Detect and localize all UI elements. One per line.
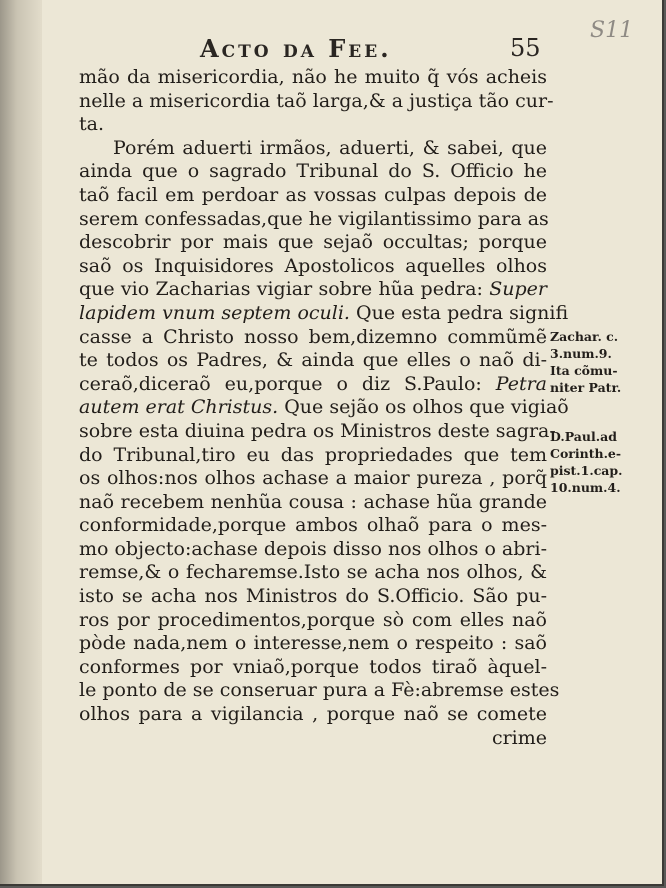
- marginal-line: Zachar. c.: [550, 329, 619, 344]
- text-line: [79, 396, 569, 420]
- text-line: [79, 301, 569, 326]
- marginal-note-zacharias: [550, 328, 662, 396]
- text-line: ta.: [79, 113, 105, 136]
- text-line: [79, 278, 547, 302]
- text-line: conformidade,porque ambos olhaõ para o mes-: [79, 514, 547, 537]
- marginal-line: D.Paul.ad: [550, 429, 617, 444]
- text-line: olhos para a vigilancia , porque naõ se comete: [79, 703, 547, 726]
- marginal-line: Ita cõmu-: [550, 363, 618, 378]
- text-line: casse a Christo nosso bem,dizemno commũmẽ: [79, 325, 547, 348]
- text-line: isto se acha nos Ministros do S.Officio. São pu-: [79, 585, 547, 608]
- text-line: serem confessadas,que he vigilantissimo para as: [79, 207, 549, 230]
- text-segment: Que sejão os olhos que vigiaõ: [284, 396, 569, 419]
- text-line: ros por procedimentos,porque sò com elles naõ: [79, 608, 547, 631]
- text-segment: ceraõ,diceraõ eu,porque o diz S.Paulo:: [79, 372, 482, 395]
- latin-quote: Super: [489, 278, 547, 301]
- text-line: le ponto de se conseruar pura a Fè:abremse estes: [79, 679, 560, 702]
- text-line: sobre esta diuina pedra os Ministros deste sagra-: [79, 419, 556, 442]
- latin-quote: Petra: [495, 372, 547, 395]
- text-segment: Que esta pedra signifi: [356, 301, 569, 324]
- page-gutter-shadow: [0, 0, 42, 884]
- text-line: naõ recebem nenhũa cousa : achase hũa grande: [79, 490, 547, 513]
- latin-quote: autem erat Christus.: [79, 396, 279, 419]
- running-head: Acto da Fee.: [200, 34, 392, 63]
- text-line: os olhos:nos olhos achase a maior pureza , porq̃: [79, 467, 547, 490]
- text-line: te todos os Padres, & ainda que elles o naõ di-: [79, 349, 547, 372]
- marginal-line: 3.num.9.: [550, 346, 612, 361]
- text-line: nelle a misericordia taõ larga,& a justiça tão cur-: [79, 89, 554, 112]
- marginal-line: niter Patr.: [550, 380, 622, 395]
- text-line: pòde nada,nem o interesse,nem o respeito : saõ: [79, 632, 547, 655]
- text-line: descobrir por mais que sejaõ occultas; porque: [79, 231, 547, 254]
- text-line: conformes por vniaõ,porque todos tiraõ àquel-: [79, 655, 547, 678]
- text-line: taõ facil em perdoar as vossas culpas depois de: [79, 183, 547, 206]
- marginal-line: 10.num.4.: [550, 480, 621, 495]
- latin-quote: lapidem vnum septem oculi.: [79, 301, 350, 324]
- text-line: do Tribunal,tiro eu das propriedades que tem: [79, 443, 547, 466]
- text-segment: que vio Zacharias vigiar sobre hũa pedra:: [79, 278, 483, 301]
- text-line: remse,& o fecharemse.Isto se acha nos olhos, &: [79, 561, 547, 584]
- text-line: [79, 373, 547, 397]
- marginal-note-paul: [550, 428, 662, 496]
- pencil-annotation: S11: [590, 18, 634, 43]
- text-line: mão da misericordia, não he muito q̃ vós acheis: [79, 66, 547, 88]
- marginal-line: Corinth.e-: [550, 446, 622, 461]
- text-line: mo objecto:achase depois disso nos olhos o abri-: [79, 537, 548, 560]
- page-number: 55: [510, 34, 541, 62]
- marginal-line: pist.1.cap.: [550, 463, 623, 478]
- text-line: ainda que o sagrado Tribunal do S. Officio he: [79, 160, 547, 183]
- text-line: Porém aduerti irmãos, aduerti, & sabei, que: [113, 136, 547, 159]
- text-line: saõ os Inquisidores Apostolicos aquelles olhos: [79, 254, 547, 277]
- body-text: [79, 66, 569, 750]
- catchword: crime: [491, 726, 547, 749]
